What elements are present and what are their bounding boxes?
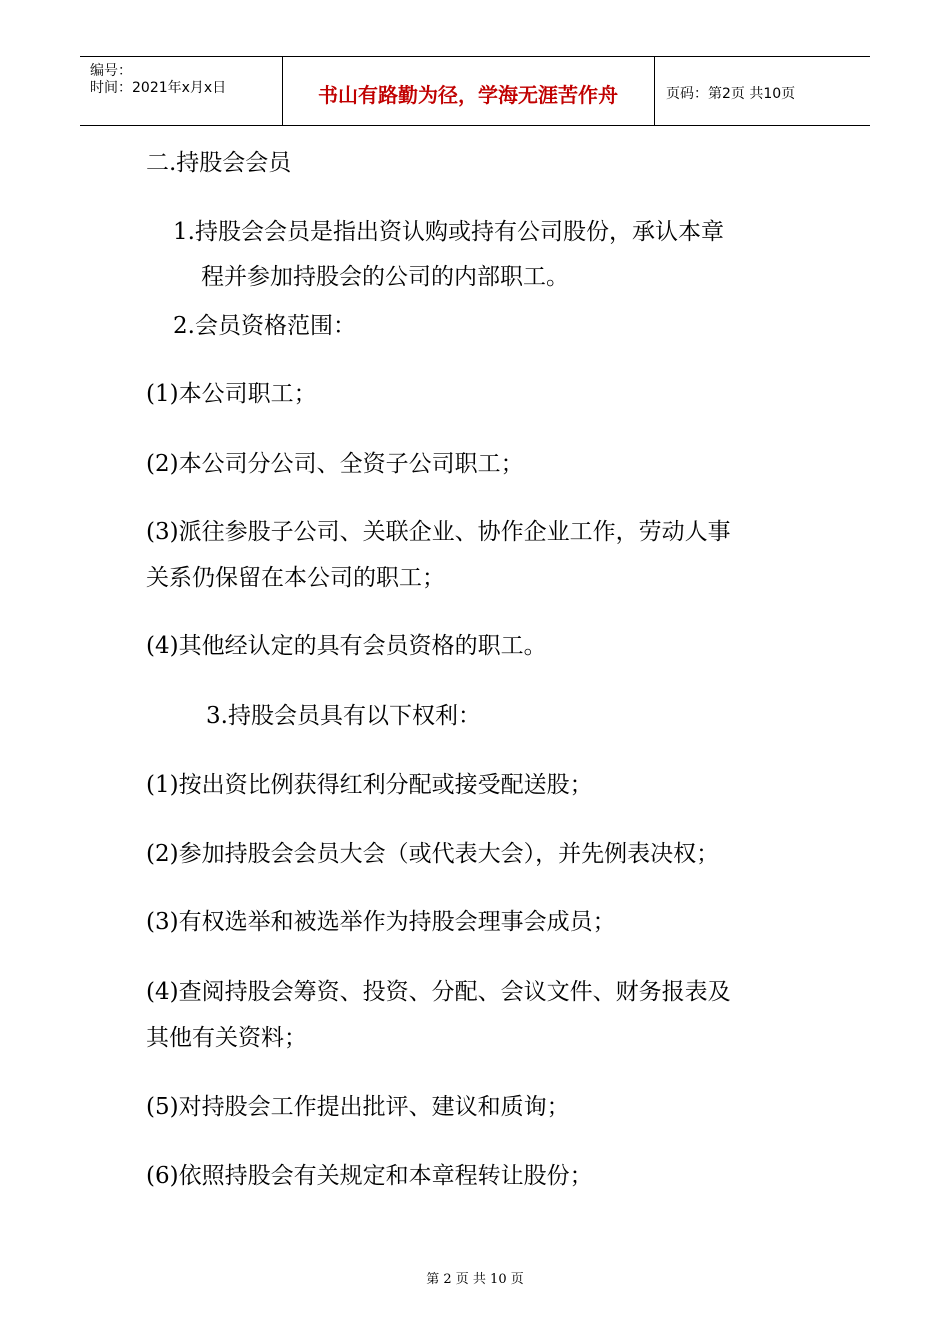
- list-item-right-3: (3)有权选举和被选举作为持股会理事会成员；: [146, 909, 616, 935]
- list-item-right-4-line-1: (4)查阅持股会筹资、投资、分配、会议文件、财务报表及: [146, 979, 731, 1005]
- header-motto: 书山有路勤为径，学海无涯苦作舟: [318, 83, 618, 107]
- list-item-right-1: (1)按出资比例获得红利分配或接受配送股；: [146, 772, 593, 798]
- list-item-scope-3-line-1: (3)派往参股子公司、关联企业、协作企业工作，劳动人事: [146, 519, 731, 545]
- paragraph-2: 2.会员资格范围：: [173, 313, 356, 339]
- list-item-scope-4: (4)其他经认定的具有会员资格的职工。: [146, 633, 547, 659]
- paragraph-1-line-1: 1.持股会会员是指出资认购或持有公司股份，承认本章: [173, 219, 724, 245]
- paragraph-3: 3.持股会员具有以下权利：: [206, 703, 481, 729]
- header-divider: [654, 57, 655, 125]
- list-item-right-5: (5)对持股会工作提出批评、建议和质询；: [146, 1094, 570, 1120]
- date-line: 时间：2021年x月x日: [90, 80, 227, 96]
- paragraph-1-line-2: 程并参加持股会的公司的内部职工。: [201, 264, 569, 290]
- list-item-right-2: (2)参加持股会会员大会（或代表大会），并先例表决权；: [146, 841, 720, 867]
- header-page-info: 页码：第2页 共10页: [666, 86, 796, 102]
- list-item-scope-2: (2)本公司分公司、全资子公司职工；: [146, 451, 524, 477]
- document-header: [80, 56, 870, 126]
- page-footer: 第 2 页 共 10 页: [426, 1272, 524, 1287]
- section-title: 二.持股会会员: [146, 150, 292, 176]
- list-item-right-6: (6)依照持股会有关规定和本章程转让股份；: [146, 1163, 593, 1189]
- number-label: 编号：: [90, 63, 132, 79]
- list-item-right-4-line-2: 其他有关资料；: [146, 1025, 307, 1051]
- header-meta: [90, 63, 226, 97]
- list-item-scope-3-line-2: 关系仍保留在本公司的职工；: [146, 565, 445, 591]
- list-item-scope-1: (1)本公司职工；: [146, 381, 317, 407]
